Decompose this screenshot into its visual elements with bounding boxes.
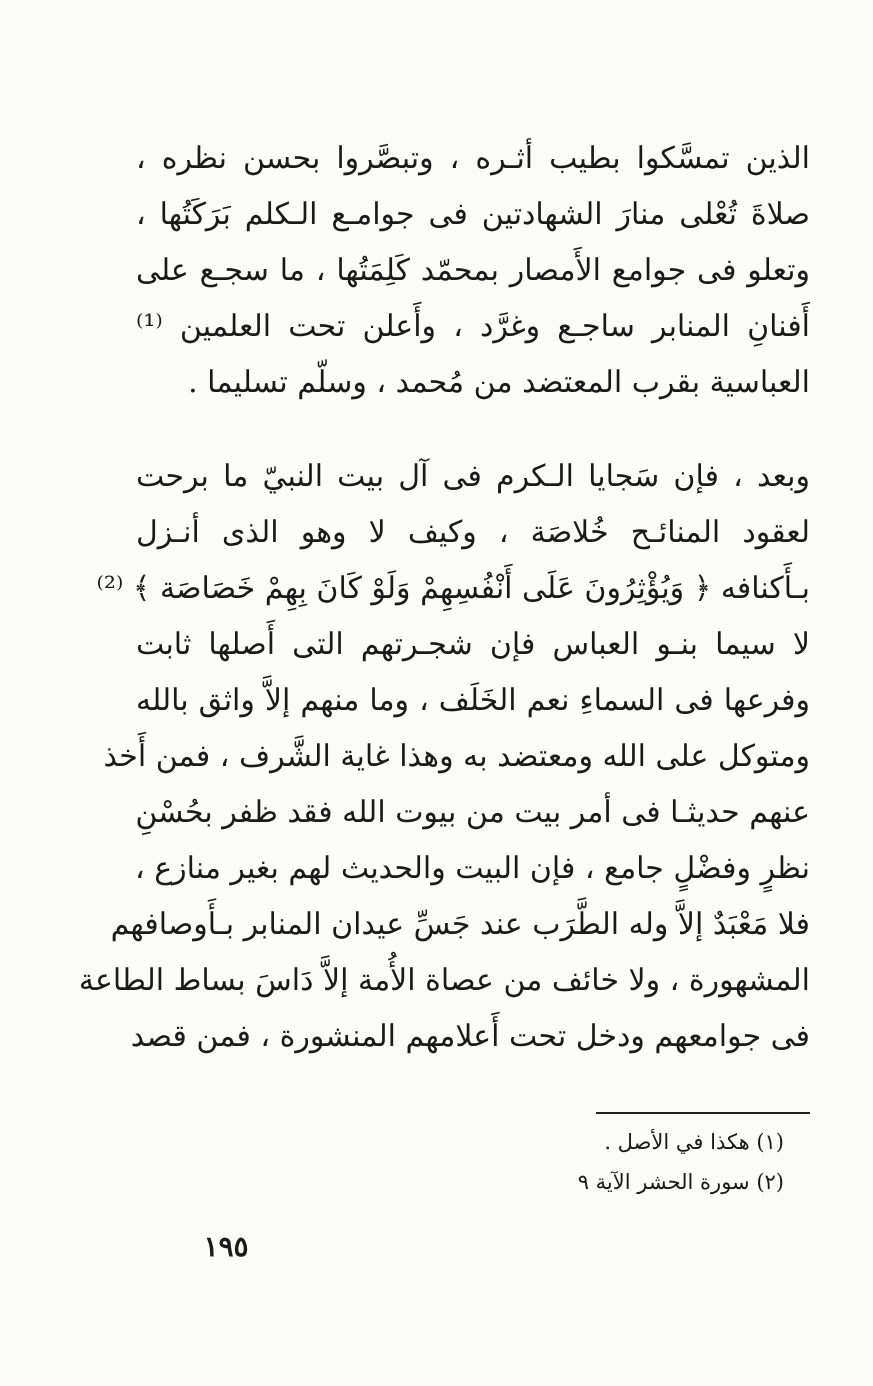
text-line: لا سيما بنـو العباس فإن شجـرتهم التى أَصلها ثابت (136, 627, 810, 662)
text-line: بـأَكنافه ﴿ وَيُؤْثِرُونَ عَلَى أَنْفُسِهِمْ وَلَوْ كَانَ بِهِمْ خَصَاصَة ﴾ ⁽²⁾ (96, 571, 810, 606)
footnotes (300, 1122, 784, 1202)
text-line: وبعد ، فإن سَجايا الـكرم فى آل بيت النبيّ ما برحت (136, 459, 810, 494)
text-line: فلا مَعْبَدٌ إلاَّ وله الطَّرَب عند جَسِّ عيدان المنابر بـأَوصافهم (110, 907, 810, 942)
text-line: الذين تمسَّكوا بطيب أثـره ، وتبصَّروا بحسن نظره ، (136, 141, 810, 176)
footnote-divider (596, 1112, 810, 1114)
text-line: عنهم حديثـا فى أمر بيت من بيوت الله فقد ظفر بحُسْنِ (135, 795, 810, 830)
page-number: ١٩٥ (203, 1230, 249, 1263)
text-line: المشهورة ، ولا خائف من عصاة الأُمة إلاَّ دَاسَ بساط الطاعة (78, 963, 810, 998)
text-line: فى جوامعهم ودخل تحت أَعلامهم المنشورة ، فمن قصد (130, 1019, 810, 1054)
text-line: أَفنانِ المنابر ساجـع وغرَّد ، وأَعلن تحت العلمين ⁽¹⁾ (136, 309, 810, 344)
footnote-1: (١) هكذا في الأصل . (604, 1130, 784, 1154)
text-line: العباسية بقرب المعتضد من مُحمد ، وسلّم تسليما . (188, 365, 810, 400)
text-line: صلاةَ تُعْلى منارَ الشهادتين فى جوامـع الـكلم بَرَكَتُها ، (136, 197, 810, 232)
text-line: وفرعها فى السماءِ نعم الخَلَف ، وما منهم إلاَّ واثق بالله (136, 683, 810, 718)
text-line: نظرٍ وفضْلٍ جامع ، فإن البيت والحديث لهم بغير منازع ، (135, 851, 810, 886)
paragraph-1 (136, 131, 810, 411)
text-line: لعقود المنائـح خُلاصَة ، وكيف لا وهو الذى أنـزل (136, 515, 810, 550)
footnote-2: (٢) سورة الحشر الآية ٩ (577, 1170, 784, 1194)
text-line: وتعلو فى جوامع الأَمصار بمحمّد كَلِمَتُها ، ما سجـع على (136, 253, 810, 288)
paragraph-2 (78, 449, 810, 1065)
text-line: ومتوكل على الله ومعتضد به وهذا غاية الشَّرف ، فمن أَخذ (103, 739, 810, 774)
